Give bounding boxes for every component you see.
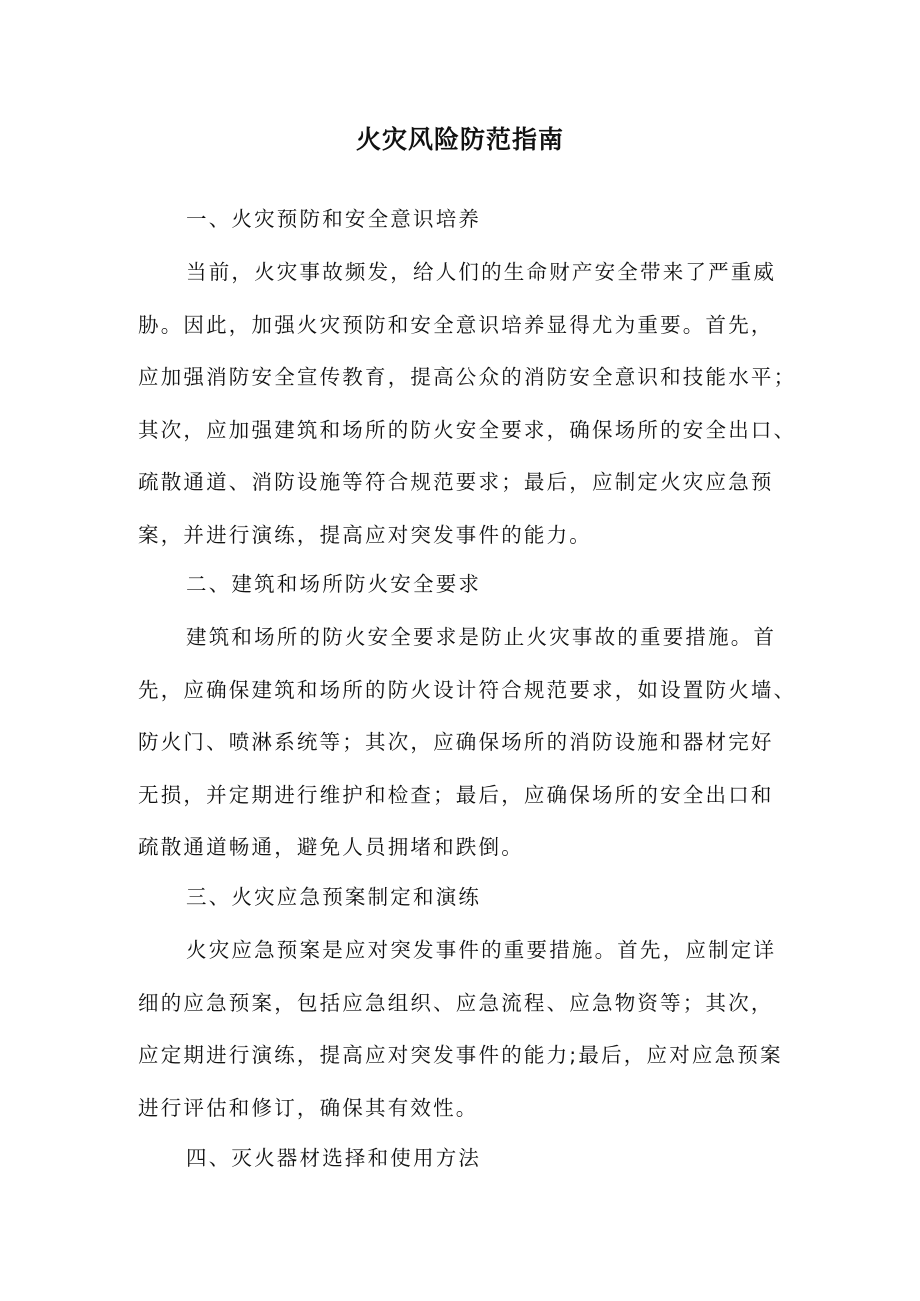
paragraph-line: 疏散通道畅通，避免人员拥堵和跌倒。 <box>138 835 524 860</box>
section-heading-1: 一、火灾预防和安全意识培养 <box>186 207 482 231</box>
paragraph-line: 无损，并定期进行维护和检查；最后，应确保场所的安全出口和 <box>138 782 774 807</box>
paragraph-line: 疏散通道、消防设施等符合规范要求；最后，应制定火灾应急预 <box>138 470 774 495</box>
section-heading-3: 三、火灾应急预案制定和演练 <box>186 885 482 909</box>
paragraph-line: 进行评估和修订，确保其有效性。 <box>138 1095 479 1120</box>
paragraph-line: 胁。因此，加强火灾预防和安全意识培养显得尤为重要。首先， <box>138 312 774 337</box>
section-heading-4: 四、灭火器材选择和使用方法 <box>186 1146 482 1170</box>
document-title: 火灾风险防范指南 <box>355 125 564 154</box>
section-body-1 <box>138 246 798 562</box>
paragraph-line: 应加强消防安全宣传教育，提高公众的消防安全意识和技能水平； <box>138 365 797 390</box>
paragraph-line: 细的应急预案，包括应急组织、应急流程、应急物资等；其次， <box>138 990 774 1015</box>
paragraph-line: 防火门、喷淋系统等；其次，应确保场所的消防设施和器材完好 <box>138 730 774 755</box>
section-body-2 <box>138 611 798 874</box>
paragraph-line: 应定期进行演练，提高应对突发事件的能力;最后，应对应急预案 <box>138 1043 783 1068</box>
paragraph-line: 建筑和场所的防火安全要求是防止火灾事故的重要措施。首 <box>186 625 777 649</box>
paragraph-line: 其次，应加强建筑和场所的防火安全要求，确保场所的安全出口、 <box>138 417 797 442</box>
paragraph-line: 火灾应急预案是应对突发事件的重要措施。首先，应制定详 <box>186 938 777 962</box>
paragraph-line: 先，应确保建筑和场所的防火设计符合规范要求，如设置防火墙、 <box>138 677 797 702</box>
section-body-3 <box>138 924 798 1134</box>
paragraph-line: 案，并进行演练，提高应对突发事件的能力。 <box>138 522 592 547</box>
paragraph-line: 当前，火灾事故频发，给人们的生命财产安全带来了严重威 <box>186 260 777 284</box>
section-heading-2: 二、建筑和场所防火安全要求 <box>186 572 482 596</box>
